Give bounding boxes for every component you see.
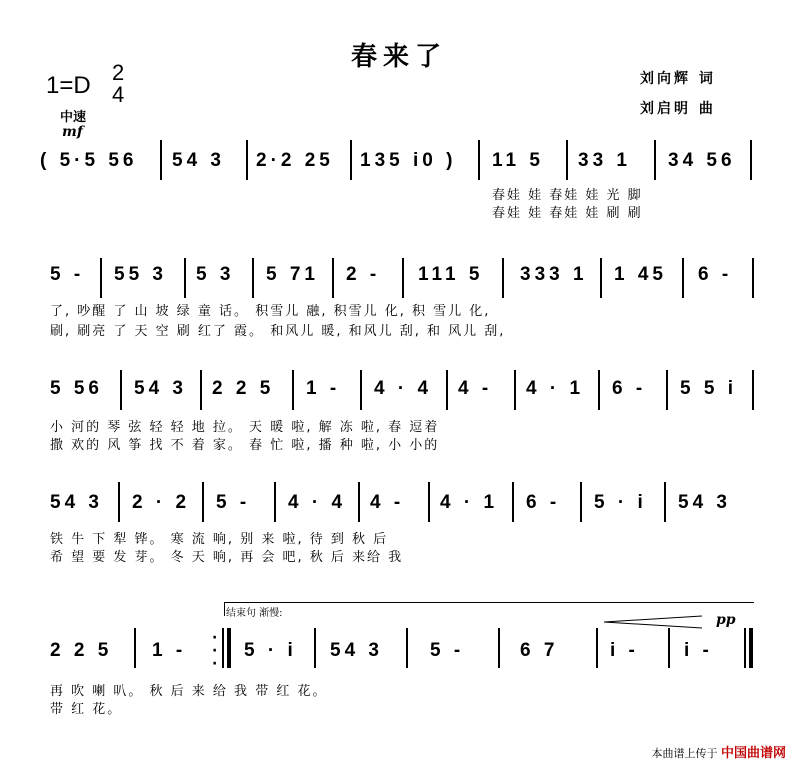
lyrics-verse-1: 小 河的 琴 弦 轻 轻 地 拉。 天 暖 啦, 解 冻 啦, 春 逗着: [50, 420, 440, 435]
ending-bracket-line: [224, 602, 754, 603]
composer-credit: 刘启明 曲: [640, 101, 716, 117]
measure: 4 -: [458, 378, 493, 399]
measure: 54 3: [50, 492, 103, 513]
barline: [666, 370, 668, 410]
barline: [200, 370, 202, 410]
barline: [682, 258, 684, 298]
measure: 6 -: [526, 492, 561, 513]
measure: 5 -: [430, 640, 465, 661]
lyrics-verse-2: 希 望 要 发 芽。 冬 天 响, 再 会 吧, 秋 后 来给 我: [50, 550, 404, 565]
repeat-end-barline: [227, 628, 231, 668]
lyrics-verse-2: 撒 欢的 风 筝 找 不 着 家。 春 忙 啦, 播 种 啦, 小 小的: [50, 438, 440, 453]
barline: [202, 482, 204, 522]
measure: 333 1: [520, 264, 588, 285]
measure: 33 1: [578, 150, 631, 171]
barline: [514, 370, 516, 410]
time-signature: [112, 62, 124, 106]
measure: 1 -: [152, 640, 187, 661]
measure: 6 -: [612, 378, 647, 399]
dynamic-mf: mf: [62, 124, 83, 140]
lyrics-verse-1: 春娃 娃 春娃 娃 光 脚: [492, 188, 643, 203]
measure: 6 7: [520, 640, 559, 661]
barline: [360, 370, 362, 410]
measure: 2 -: [346, 264, 381, 285]
tempo-marking: 中速: [60, 110, 87, 125]
barline: [752, 370, 754, 410]
repeat-sign-dots: · · ·: [212, 630, 218, 672]
measure: ( 5·5 56: [40, 150, 138, 171]
measure: 5 5 i: [680, 378, 737, 399]
barline: [406, 628, 408, 668]
barline: [502, 258, 504, 298]
barline: [358, 482, 360, 522]
footer-credit: [651, 742, 786, 761]
measure: i -: [684, 640, 713, 661]
measure: 135 i0 ): [360, 150, 457, 171]
barline: [566, 140, 568, 180]
diminuendo-hairpin: [604, 614, 704, 630]
dynamic-pp: pp: [716, 612, 736, 628]
barline: [668, 628, 670, 668]
barline: [100, 258, 102, 298]
measure: 1 -: [306, 378, 341, 399]
key-signature: 1=D: [46, 72, 91, 99]
barline: [222, 628, 224, 668]
song-title: 春来了: [350, 42, 447, 72]
site-logo[interactable]: 中国曲谱网: [720, 746, 786, 761]
measure: 5 · i: [244, 640, 297, 661]
barline: [350, 140, 352, 180]
barline: [498, 628, 500, 668]
measure: 54 3: [134, 378, 187, 399]
meter-top: 2: [112, 60, 125, 85]
measure: 5 71: [266, 264, 319, 285]
lyrics-verse-1: 了, 吵醒 了 山 坡 绿 童 话。 积雪儿 融, 积雪儿 化, 积 雪儿 化,: [50, 304, 491, 319]
barline: [580, 482, 582, 522]
lyrics-verse-1: 铁 牛 下 犁 铧。 寒 流 响, 别 来 啦, 待 到 秋 后: [50, 532, 389, 547]
measure: 34 56: [668, 150, 736, 171]
measure: 2 · 2: [132, 492, 191, 513]
measure: 5 · i: [594, 492, 647, 513]
lyricist-credit: 刘向辉 词: [640, 71, 716, 87]
measure: 2 2 5: [212, 378, 275, 399]
barline: [402, 258, 404, 298]
barline: [428, 482, 430, 522]
barline: [600, 258, 602, 298]
measure: 54 3: [678, 492, 731, 513]
barline: [664, 482, 666, 522]
ending-bracket-hook: [224, 602, 225, 616]
measure: 4 · 1: [440, 492, 499, 513]
footer-text: 本曲谱上传于: [651, 747, 718, 760]
measure: 54 3: [172, 150, 225, 171]
measure: 4 · 4: [374, 378, 433, 399]
barline: [246, 140, 248, 180]
barline: [134, 628, 136, 668]
measure: 5 -: [50, 264, 85, 285]
barline: [274, 482, 276, 522]
measure: 111 5: [418, 264, 484, 285]
barline: [314, 628, 316, 668]
barline: [252, 258, 254, 298]
measure: 5 3: [196, 264, 235, 285]
barline: [512, 482, 514, 522]
lyrics-verse-2: 刷, 刷亮 了 天 空 刷 红了 霞。 和风儿 暖, 和风儿 刮, 和 风儿 刮,: [50, 324, 506, 339]
barline: [654, 140, 656, 180]
barline: [750, 140, 752, 180]
lyrics-verse-1: 再 吹 喇 叭。 秋 后 来 给 我 带 红 花。: [50, 684, 328, 699]
barline: [446, 370, 448, 410]
barline: [744, 628, 746, 668]
measure: 4 -: [370, 492, 405, 513]
barline: [478, 140, 480, 180]
measure: 6 -: [698, 264, 733, 285]
measure: 54 3: [330, 640, 383, 661]
barline: [160, 140, 162, 180]
ending-bracket-label: 结束句 渐慢:: [226, 608, 283, 619]
lyrics-verse-2: 春娃 娃 春娃 娃 刷 刷: [492, 206, 643, 221]
measure: i -: [610, 640, 639, 661]
barline: [332, 258, 334, 298]
barline: [598, 370, 600, 410]
measure: 5 -: [216, 492, 251, 513]
measure: 1 45: [614, 264, 667, 285]
measure: 11 5: [492, 150, 544, 171]
barline: [292, 370, 294, 410]
barline: [596, 628, 598, 668]
meter-bottom: 4: [112, 82, 125, 107]
lyrics-verse-2: 带 红 花。: [50, 702, 123, 717]
barline: [120, 370, 122, 410]
barline: [752, 258, 754, 298]
final-barline: [749, 628, 753, 668]
measure: 2·2 25: [256, 150, 334, 171]
measure: 55 3: [114, 264, 167, 285]
measure: 2 2 5: [50, 640, 113, 661]
measure: 5 56: [50, 378, 103, 399]
barline: [184, 258, 186, 298]
measure: 4 · 1: [526, 378, 585, 399]
barline: [118, 482, 120, 522]
measure: 4 · 4: [288, 492, 347, 513]
